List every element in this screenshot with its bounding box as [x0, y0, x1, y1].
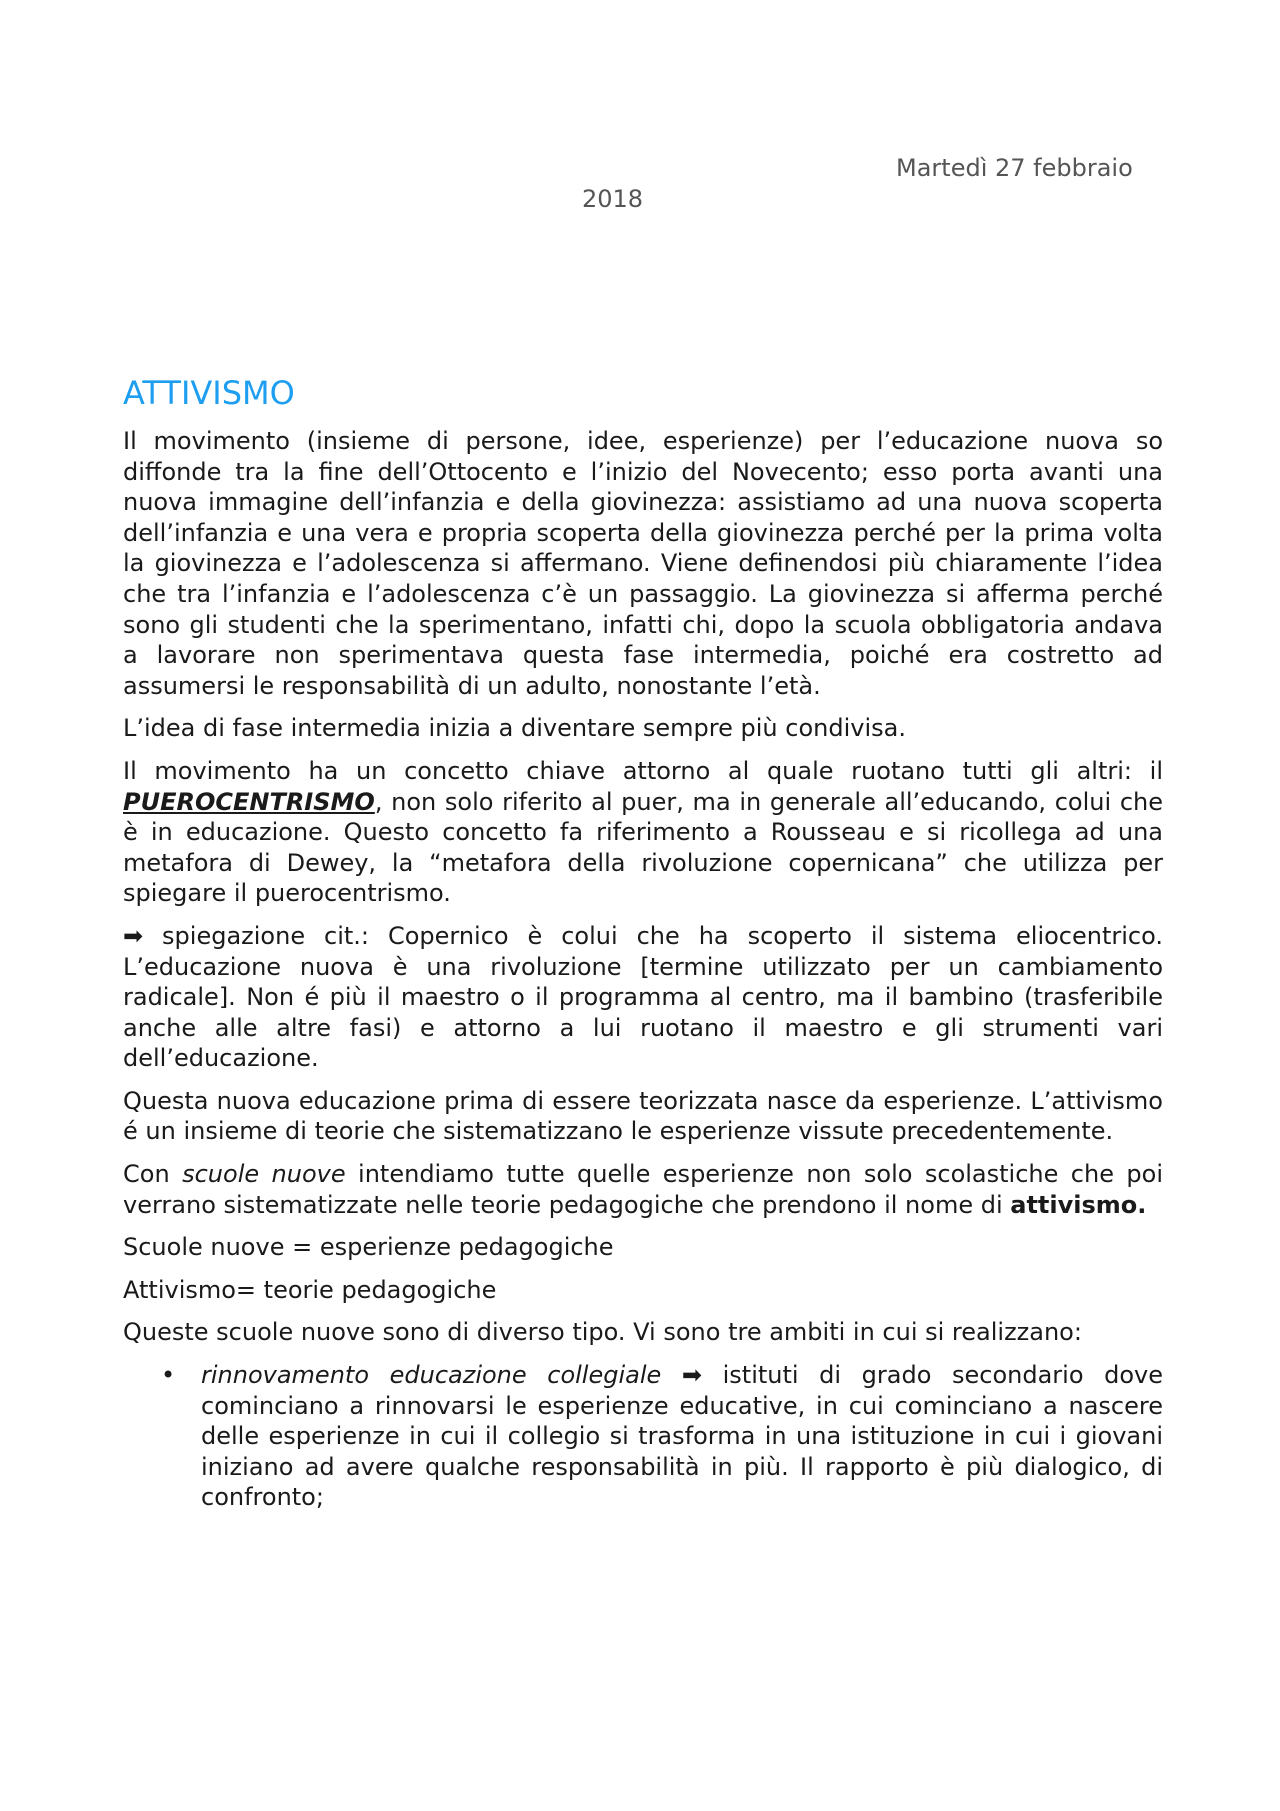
- list-item-title: rinnovamento educazione collegiale: [201, 1361, 662, 1390]
- paragraph-6-middle: intendiamo tutte quelle esperienze non solo scolastiche che poi verrano sistematizzate nelle teorie pedagogiche che prendono il nome di: [123, 1160, 1163, 1219]
- paragraph-6: [123, 1159, 1163, 1220]
- section-title: ATTIVISMO: [123, 374, 295, 412]
- document-body: [123, 372, 1163, 1513]
- paragraph-9: Queste scuole nuove sono di diverso tipo. Vi sono tre ambiti in cui si realizzano:: [123, 1318, 1082, 1347]
- list-item: [161, 1360, 1164, 1513]
- paragraph-3-end: , non solo riferito al puer, ma in generale all’educando, colui che è in educazione. Questo concetto fa riferimento a Rousseau e si ricollega ad una metafora di Dewey, la “metafora della rivoluzione copernicana” che utilizza per spiegare il puerocentrismo.: [123, 787, 1163, 908]
- arrow-icon: ➡: [661, 1361, 723, 1390]
- paragraph-2: L’idea di fase intermedia inizia a diventare sempre più condivisa.: [123, 714, 906, 743]
- term-scuole-nuove: scuole nuove: [182, 1160, 346, 1189]
- date-line-1: Martedì 27 febbraio: [896, 154, 1133, 182]
- paragraph-8: Attivismo= teorie pedagogiche: [123, 1275, 497, 1304]
- date-line-2: 2018: [582, 185, 644, 213]
- scuole-nuove-list: [123, 1360, 1163, 1513]
- key-term-puerocentrismo: PUEROCENTRISMO: [123, 787, 375, 816]
- paragraph-4: [123, 921, 1163, 1074]
- arrow-icon: ➡: [123, 921, 144, 950]
- paragraph-5: Questa nuova educazione prima di essere teorizzata nasce da esperienze. L’attivismo é un insieme di teorie che sistematizzano le esperienze vissute precedentemente.: [123, 1086, 1163, 1146]
- bullet-icon: •: [161, 1361, 176, 1390]
- paragraph-3-start: Il movimento ha un concetto chiave attorno al quale ruotano tutti gli altri: il: [123, 756, 1163, 785]
- term-attivismo: attivismo.: [1010, 1190, 1147, 1219]
- list-item-text: istituti di grado secondario dove cominciano a rinnovarsi le esperienze educative, in cui cominciano a nascere delle esperienze in cui il collegio si trasforma in una istituzione in cui i giovani iniziano ad avere qualche responsabilità in più. Il rapporto è più dialogico, di confronto;: [201, 1361, 1164, 1512]
- paragraph-3: [123, 756, 1163, 909]
- paragraph-1: Il movimento (insieme di persone, idee, esperienze) per l’educazione nuova so diffonde tra la fine dell’Ottocento e l’inizio del Novecento; esso porta avanti una nuova immagine dell’infanzia e della giovinezza: assistiamo ad una nuova scoperta dell’infanzia e una vera e propria scoperta della giovinezza perché per la prima volta la giovinezza e l’adolescenza si affermano. Viene definendosi più chiaramente l’idea che tra l’infanzia e l’adolescenza c’è un passaggio. La giovinezza si afferma perché sono gli studenti che la sperimentano, infatti chi, dopo la scuola obbligatoria andava a lavorare non sperimentava questa fase intermedia, poiché era costretto ad assumersi le responsabilità di un adulto, nonostante l’età.: [123, 427, 1163, 700]
- paragraph-4-text: spiegazione cit.: Copernico è colui che ha scoperto il sistema eliocentrico. L’educazione nuova è una rivoluzione [termine utilizzato per un cambiamento radicale]. Non é più il maestro o il programma al centro, ma il bambino (trasferibile anche alle altre fasi) e attorno a lui ruotano il maestro e gli strumenti vari dell’educazione.: [123, 921, 1163, 1073]
- paragraph-6-start: Con: [123, 1160, 183, 1189]
- paragraph-7: Scuole nuove = esperienze pedagogiche: [123, 1233, 614, 1262]
